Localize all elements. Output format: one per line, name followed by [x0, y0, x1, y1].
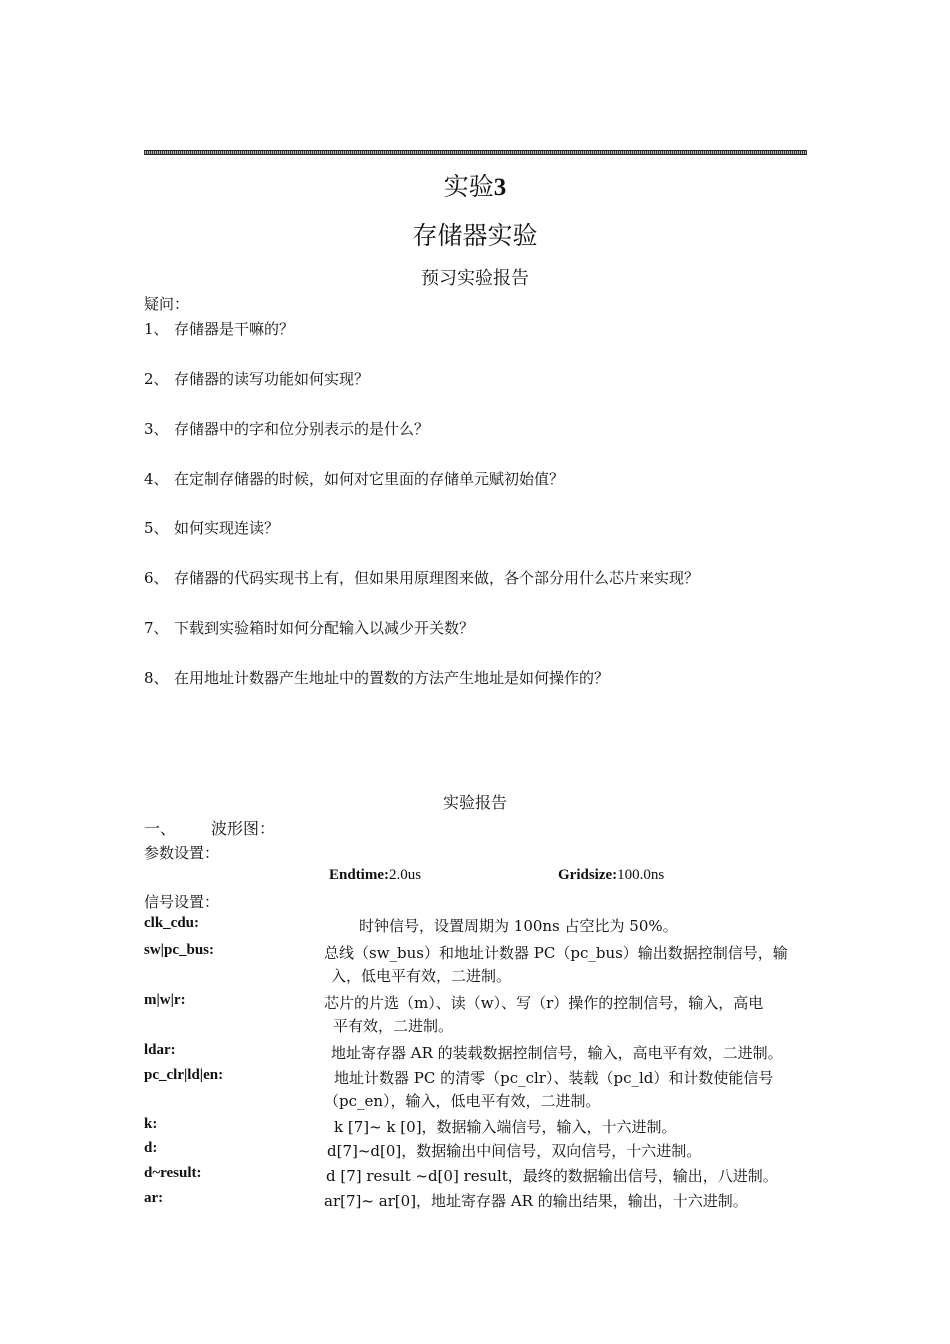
questions-heading: 疑问：	[144, 295, 190, 313]
signal-description: 总线（sw_bus）和地址计数器 PC（pc_bus）输出数据控制信号，输	[324, 944, 788, 962]
signal-name: d:	[144, 1140, 158, 1156]
params-heading: 参数设置：	[144, 844, 220, 862]
question-item: 7、 下载到实验箱时如何分配输入以减少开关数？	[144, 619, 475, 637]
section-number: 一、	[144, 819, 177, 838]
signal-name: d~result:	[144, 1165, 202, 1181]
question-item: 6、 存储器的代码实现书上有，但如果用原理图来做，各个部分用什么芯片来实现？	[144, 569, 700, 587]
question-item: 4、 在定制存储器的时候，如何对它里面的存储单元赋初始值？	[144, 470, 565, 488]
signal-description: d[7]~d[0]，数据输出中间信号，双向信号，十六进制。	[327, 1142, 702, 1160]
endtime-param: Endtime:2.0us	[329, 867, 422, 883]
signal-name: k:	[144, 1116, 158, 1132]
signal-description: 地址寄存器 AR 的装载数据控制信号，输入，高电平有效，二进制。	[331, 1044, 783, 1062]
signal-description: k [7]~ k [0]，数据输入端信号，输入，十六进制。	[334, 1118, 677, 1136]
title-experiment-name: 存储器实验	[412, 221, 538, 250]
subtitle-preview-report: 预习实验报告	[421, 268, 529, 289]
question-item: 1、 存储器是干嘛的？	[144, 320, 295, 338]
gridsize-param: Gridsize:100.0ns	[558, 867, 665, 883]
signal-description: ar[7]~ ar[0]，地址寄存器 AR 的输出结果，输出，十六进制。	[324, 1192, 748, 1210]
question-item: 2、 存储器的读写功能如何实现？	[144, 370, 370, 388]
signal-name: clk_cdu:	[144, 915, 200, 931]
signals-heading: 信号设置：	[144, 893, 220, 911]
question-item: 5、 如何实现连读？	[144, 519, 280, 537]
signal-description-continued: 入，低电平有效，二进制。	[331, 967, 512, 985]
signal-description: 芯片的片选（m）、读（w）、写（r）操作的控制信号，输入，高电	[324, 994, 764, 1012]
signal-name: m|w|r:	[144, 992, 186, 1008]
signal-name: ar:	[144, 1190, 164, 1206]
signal-name: pc_clr|ld|en:	[144, 1067, 224, 1083]
question-item: 3、 存储器中的字和位分别表示的是什么？	[144, 420, 430, 438]
signal-description: 时钟信号，设置周期为 100ns 占空比为 50%。	[359, 917, 678, 935]
signal-description-continued: （pc_en），输入，低电平有效，二进制。	[324, 1092, 601, 1110]
question-item: 8、 在用地址计数器产生地址中的置数的方法产生地址是如何操作的？	[144, 669, 610, 687]
report-title: 实验报告	[442, 793, 507, 812]
section-title: 波形图：	[211, 819, 276, 838]
signal-name: ldar:	[144, 1042, 176, 1058]
signal-description: d [7] result ~d[0] result，最终的数据输出信号，输出，八进制。	[326, 1167, 778, 1185]
signal-description-continued: 平有效，二进制。	[333, 1017, 454, 1035]
title-experiment-number: 实验3	[443, 172, 507, 201]
signal-description: 地址计数器 PC 的清零（pc_clr）、装载（pc_ld）和计数使能信号	[334, 1069, 774, 1087]
header-rule	[144, 150, 807, 155]
signal-name: sw|pc_bus:	[144, 942, 214, 958]
